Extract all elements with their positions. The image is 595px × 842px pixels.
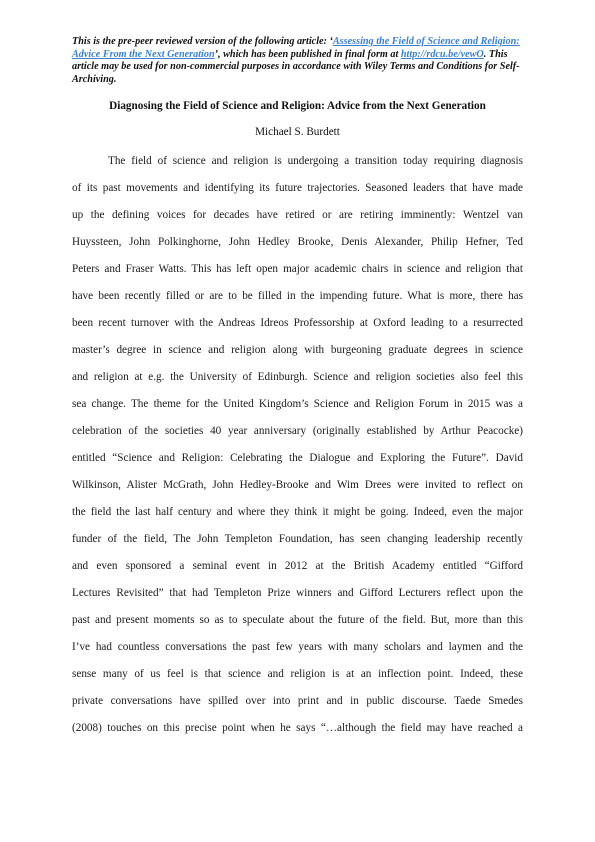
body-line: and religion at e.g. the University of Edinburgh. Science and religion societies also feel this [72,371,523,383]
body-line: private conversations have spilled over into print and in public discourse. Taede Smedes [72,695,523,707]
body-line: sea change. The theme for the United Kingdom’s Science and Religion Forum in 2015 was a [72,398,523,410]
article-title: Diagnosing the Field of Science and Religion: Advice from the Next Generation [109,100,486,112]
prepublication-notice [72,36,522,86]
body-line: the field the last half century and where they think it might be going. Indeed, even the major [72,506,523,518]
notice-prefix: This is the pre-peer reviewed version of the following article: ‘ [72,36,333,47]
body-line: past and present moments so as to speculate about the future of the field. But, more than this [72,614,523,626]
article-link[interactable]: Assessing the Field of Science and Religion: Advice From the Next Generation [72,36,520,60]
body-line: funder of the field, The John Templeton Foundation, has seen changing leadership recently [72,533,523,545]
body-line: been recent turnover with the Andreas Idreos Professorship at Oxford leading to a resurrected [72,317,523,329]
body-line: up the defining voices for decades have retired or are retiring imminently: Wentzel van [72,209,523,221]
body-line: (2008) touches on this precise point when he says “…although the field may have reached a [72,722,523,734]
body-line: entitled “Science and Religion: Celebrating the Dialogue and Exploring the Future”. David [72,452,523,464]
body-line: I’ve had countless conversations the past few years with many scholars and laymen and the [72,641,523,653]
body-line: The field of science and religion is undergoing a transition today requiring diagnosis [108,155,523,167]
body-line: celebration of the societies 40 year anniversary (originally established by Arthur Peacocke) [72,425,523,437]
body-line: of its past movements and identifying its future trajectories. Seasoned leaders that have made [72,182,523,194]
notice-middle: ’, which has been published in final form at [214,48,401,60]
body-line: have been recently filled or are to be filled in the impending future. What is more, there has [72,290,523,302]
body-line: master’s degree in science and religion along with burgeoning graduate degrees in science [72,344,523,356]
article-url-link[interactable]: http://rdcu.be/vewO [400,48,484,60]
body-line: Lectures Revisited” that had Templeton Prize winners and Gifford Lecturers reflect upon the [72,587,523,599]
article-author: Michael S. Burdett [255,126,340,138]
body-line: Peters and Fraser Watts. This has left open major academic chairs in science and religion that [72,263,523,275]
body-line: sense many of us feel is that science and religion is at an inflection point. Indeed, these [72,668,523,680]
notice-suffix: . This article may be used for non-commercial purposes in accordance with Wiley Terms and Conditions for Self-Archiving. [72,48,520,85]
body-line: and even sponsored a seminal event in 2012 at the British Academy entitled “Gifford [72,560,523,572]
body-line: Wilkinson, Alister McGrath, John Hedley-Brooke and Wim Drees were invited to reflect on [72,479,523,491]
body-line: Huyssteen, John Polkinghorne, John Hedley Brooke, Denis Alexander, Philip Hefner, Ted [72,236,523,248]
body-paragraph [72,152,523,746]
